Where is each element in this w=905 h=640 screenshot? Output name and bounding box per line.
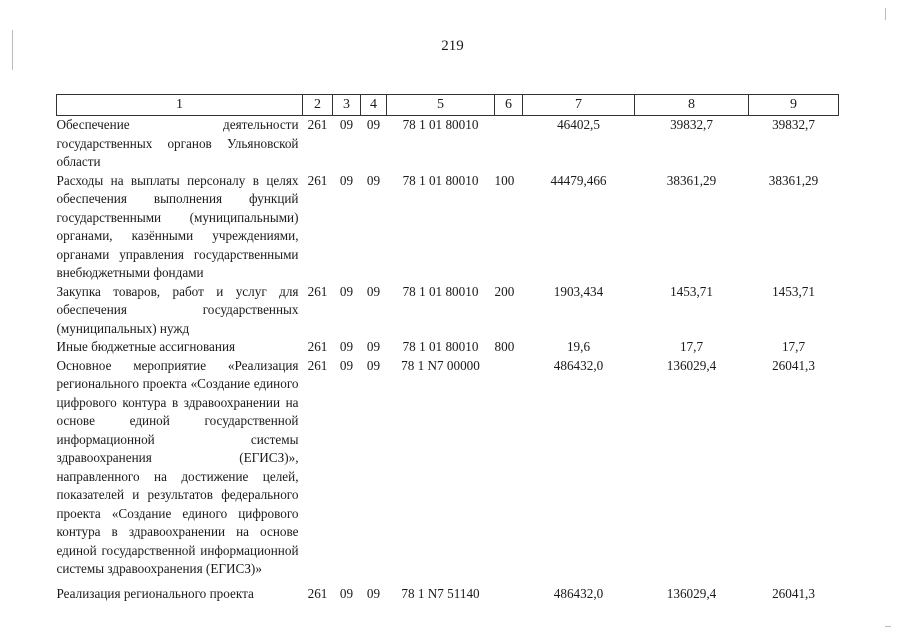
table-row — [57, 172, 839, 283]
column-header: 4 — [361, 95, 387, 116]
cell-subsection: 09 — [366, 339, 381, 354]
cell-section: 09 — [339, 585, 354, 601]
cell-expense-type: 800 — [494, 339, 515, 354]
budget-table — [56, 94, 839, 603]
cell-expense-type — [495, 579, 523, 604]
cell-amount-col8: 38361,29 — [666, 172, 717, 188]
cell-amount-col8: 1453,71 — [670, 283, 713, 299]
scan-artifact — [885, 8, 886, 20]
cell-amount-col7: 46402,5 — [557, 117, 600, 132]
cell-admin-code: 261 — [307, 283, 328, 299]
cell-target-article: 78 1 01 80010 — [402, 172, 479, 188]
column-header: 9 — [749, 95, 839, 116]
cell-section: 09 — [339, 117, 354, 132]
table-header-row — [57, 95, 839, 116]
cell-admin-code: 261 — [307, 585, 328, 601]
cell-target-article: 78 1 N7 51140 — [401, 585, 480, 601]
cell-expense-type — [495, 357, 523, 579]
row-name: Иные бюджетные ассигнования — [56, 339, 236, 354]
cell-admin-code: 261 — [307, 339, 328, 354]
scan-artifact — [12, 30, 13, 70]
cell-expense-type — [495, 116, 523, 172]
cell-target-article: 78 1 01 80010 — [402, 339, 479, 354]
cell-section: 09 — [339, 357, 354, 373]
table-row — [57, 116, 839, 172]
cell-amount-col7: 19,6 — [566, 339, 591, 354]
cell-amount-col8: 17,7 — [679, 339, 704, 354]
cell-amount-col9: 26041,3 — [772, 585, 815, 601]
column-header: 1 — [57, 95, 303, 116]
cell-amount-col7: 44479,466 — [550, 172, 607, 188]
cell-target-article: 78 1 01 80010 — [402, 283, 479, 299]
cell-expense-type: 100 — [494, 172, 515, 188]
page-number: 219 — [441, 38, 464, 54]
row-name: Обеспечение деятельности государственных органов Ульяновской области — [56, 117, 299, 169]
cell-amount-col9: 38361,29 — [768, 172, 819, 188]
cell-amount-col7: 486432,0 — [553, 357, 604, 373]
column-header: 7 — [523, 95, 635, 116]
cell-admin-code: 261 — [307, 117, 328, 132]
column-header: 5 — [387, 95, 495, 116]
cell-subsection: 09 — [366, 283, 381, 299]
cell-subsection: 09 — [366, 357, 381, 373]
cell-amount-col8: 136029,4 — [666, 585, 717, 601]
cell-expense-type: 200 — [494, 283, 515, 299]
row-name: Закупка товаров, работ и услуг для обеспечения государственных (муниципальных) нужд — [56, 283, 299, 336]
cell-amount-col9: 17,7 — [781, 339, 806, 354]
row-name: Реализация регионального проекта — [56, 585, 254, 601]
cell-admin-code: 261 — [307, 172, 328, 188]
column-header: 8 — [635, 95, 749, 116]
cell-section: 09 — [339, 172, 354, 188]
cell-amount-col7: 1903,434 — [553, 283, 604, 299]
table-row — [57, 283, 839, 339]
cell-admin-code: 261 — [307, 357, 328, 373]
row-name: Основное мероприятие «Реализация регионального проекта «Создание единого цифрового контура в здравоохранении на основе единой государственной информационной системы здравоохранения (ЕГИСЗ)», направленного на достижение целей, показателей и результатов федерального проекта «Создание единого цифрового контура в здравоохранении на основе единой государственной информационной системы здравоохранения (ЕГИСЗ)» — [56, 357, 299, 576]
cell-target-article: 78 1 N7 00000 — [401, 357, 480, 373]
table-row — [57, 357, 839, 579]
cell-amount-col8: 136029,4 — [666, 357, 717, 373]
cell-amount-col8: 39832,7 — [670, 117, 713, 132]
cell-subsection: 09 — [366, 117, 381, 132]
scan-artifact — [885, 626, 891, 627]
row-name: Расходы на выплаты персоналу в целях обеспечения выполнения функций государственными (муниципальными) органами, казёнными учреждениями, органами управления государственными внебюджетными фондами — [56, 172, 299, 280]
table-row — [57, 579, 839, 604]
cell-amount-col7: 486432,0 — [553, 585, 604, 601]
table-row — [57, 338, 839, 357]
column-header: 6 — [495, 95, 523, 116]
cell-amount-col9: 1453,71 — [772, 283, 815, 299]
cell-section: 09 — [339, 339, 354, 354]
column-header: 2 — [303, 95, 333, 116]
cell-amount-col9: 39832,7 — [772, 117, 815, 132]
cell-section: 09 — [339, 283, 354, 299]
column-header: 3 — [333, 95, 361, 116]
cell-amount-col9: 26041,3 — [772, 357, 815, 373]
cell-target-article: 78 1 01 80010 — [402, 117, 479, 132]
cell-subsection: 09 — [366, 585, 381, 601]
cell-subsection: 09 — [366, 172, 381, 188]
